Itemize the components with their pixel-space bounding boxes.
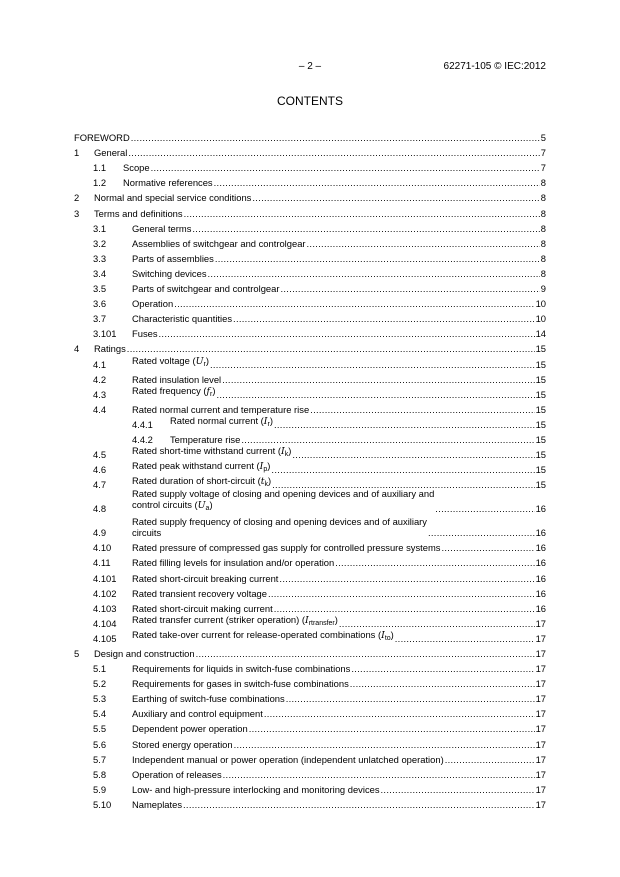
toc-entry-page: 8 bbox=[540, 207, 546, 219]
toc-entry[interactable] bbox=[74, 644, 546, 659]
toc-entry-number: 4.9 bbox=[93, 527, 107, 539]
toc-entry-page: 8 bbox=[540, 222, 546, 234]
toc-dot-leader bbox=[192, 223, 539, 234]
toc-entry-page: 17 bbox=[535, 678, 546, 690]
toc-entry-number: 5.1 bbox=[93, 663, 107, 675]
toc-entry-title: Assemblies of switchgear and controlgear bbox=[132, 237, 306, 249]
toc-entry-subscript: r bbox=[210, 390, 213, 398]
toc-dot-leader bbox=[131, 132, 540, 143]
toc-entry-number: 3.4 bbox=[93, 267, 107, 279]
toc-entry-page: 16 bbox=[535, 572, 546, 584]
table-of-contents bbox=[74, 128, 546, 810]
toc-entry-number: 4.7 bbox=[93, 479, 107, 491]
page-title: CONTENTS bbox=[277, 94, 343, 108]
toc-entry-page: 15 bbox=[535, 464, 546, 476]
toc-dot-leader bbox=[196, 648, 535, 659]
toc-dot-leader bbox=[271, 464, 534, 475]
toc-entry-symbol: I bbox=[259, 461, 264, 473]
toc-entry-page: 15 bbox=[535, 449, 546, 461]
toc-entry-subscript: r bbox=[203, 360, 206, 368]
toc-entry-symbol: U bbox=[195, 355, 204, 367]
toc-entry-number: 4.101 bbox=[93, 572, 117, 584]
toc-entry-number: 4.2 bbox=[93, 373, 107, 385]
toc-entry-symbol: I bbox=[304, 614, 309, 626]
toc-entry-number: 4.4.1 bbox=[132, 418, 153, 430]
toc-entry-subscript: p bbox=[263, 466, 268, 474]
toc-entry-page: 7 bbox=[540, 162, 546, 174]
toc-entry[interactable] bbox=[74, 370, 546, 385]
toc-entry-number: 3.3 bbox=[93, 252, 107, 264]
toc-dot-leader bbox=[435, 503, 534, 514]
toc-entry-number: 3.101 bbox=[93, 328, 117, 340]
toc-dot-leader bbox=[441, 542, 534, 553]
toc-entry-page: 16 bbox=[535, 542, 546, 554]
toc-entry[interactable] bbox=[74, 765, 546, 780]
toc-entry-title-line1: Rated supply frequency of closing and opening devices and of auxiliary bbox=[132, 516, 427, 528]
toc-entry-number: 5.7 bbox=[93, 753, 107, 765]
toc-entry-number: 4.104 bbox=[93, 617, 117, 629]
toc-dot-leader bbox=[128, 147, 539, 158]
toc-dot-leader bbox=[307, 238, 540, 249]
toc-entry-subscript: a bbox=[205, 505, 210, 513]
toc-dot-leader bbox=[151, 162, 540, 173]
toc-entry[interactable] bbox=[74, 324, 546, 339]
toc-dot-leader bbox=[159, 328, 535, 339]
toc-entry-number: 3.2 bbox=[93, 237, 107, 249]
toc-entry-title: Nameplates bbox=[132, 798, 183, 810]
toc-dot-leader bbox=[183, 799, 535, 810]
toc-entry-page: 16 bbox=[535, 527, 546, 539]
toc-dot-leader bbox=[339, 618, 535, 629]
toc-dot-leader bbox=[127, 343, 535, 354]
toc-entry-page: 17 bbox=[535, 632, 546, 644]
toc-entry-title: Rated peak withstand current $(I_p)$ bbox=[132, 460, 271, 474]
toc-dot-leader bbox=[395, 633, 535, 644]
toc-entry-number: 5.9 bbox=[93, 783, 107, 795]
toc-dot-leader bbox=[274, 603, 535, 614]
toc-entry-number: 3.5 bbox=[93, 283, 107, 295]
toc-entry[interactable] bbox=[74, 309, 546, 324]
toc-entry-number: 4.103 bbox=[93, 602, 117, 614]
toc-entry[interactable] bbox=[74, 294, 546, 309]
toc-entry[interactable] bbox=[74, 385, 546, 400]
toc-entry-page: 5 bbox=[540, 132, 546, 144]
toc-dot-leader bbox=[223, 769, 535, 780]
toc-entry-number: 1 bbox=[74, 147, 80, 159]
toc-dot-leader bbox=[279, 573, 534, 584]
toc-entry-page: 10 bbox=[535, 298, 546, 310]
toc-entry[interactable] bbox=[74, 234, 546, 249]
toc-entry-page: 16 bbox=[535, 557, 546, 569]
toc-entry-page: 16 bbox=[535, 602, 546, 614]
toc-entry[interactable] bbox=[74, 553, 546, 568]
toc-entry-number: 4.102 bbox=[93, 587, 117, 599]
toc-entry-symbol: I bbox=[263, 415, 268, 427]
toc-entry[interactable] bbox=[74, 750, 546, 765]
toc-dot-leader bbox=[280, 283, 539, 294]
toc-entry-title: Operation of releases bbox=[132, 768, 222, 780]
toc-entry[interactable] bbox=[74, 734, 546, 749]
toc-entry-symbol: t bbox=[260, 476, 265, 488]
toc-dot-leader bbox=[274, 419, 535, 430]
toc-entry-title: Operation bbox=[132, 298, 174, 310]
toc-entry[interactable] bbox=[74, 445, 546, 460]
toc-entry-symbol: I bbox=[381, 629, 385, 641]
toc-dot-leader bbox=[268, 588, 535, 599]
toc-entry[interactable] bbox=[74, 599, 546, 614]
toc-entry[interactable] bbox=[74, 460, 546, 475]
toc-entry-number: 5.2 bbox=[93, 678, 107, 690]
toc-entry-subscript: r bbox=[267, 420, 270, 428]
toc-dot-leader bbox=[214, 177, 540, 188]
toc-entry[interactable] bbox=[74, 264, 546, 279]
toc-entry-number: 4.6 bbox=[93, 464, 107, 476]
toc-dot-leader bbox=[241, 434, 534, 445]
toc-entry-title: Rated frequency $(f_r)$ bbox=[132, 384, 216, 398]
toc-entry-title: Stored energy operation bbox=[132, 738, 233, 750]
toc-entry-title: Ratings bbox=[94, 343, 126, 355]
toc-entry-page: 17 bbox=[535, 753, 546, 765]
toc-entry-number: 3.7 bbox=[93, 313, 107, 325]
toc-entry[interactable] bbox=[74, 203, 546, 218]
toc-entry-subscript: k bbox=[264, 481, 268, 489]
toc-entry[interactable] bbox=[74, 354, 546, 369]
toc-entry-symbol: U bbox=[197, 500, 206, 512]
toc-entry-title: Characteristic quantities bbox=[132, 313, 233, 325]
toc-entry-page: 15 bbox=[535, 418, 546, 430]
toc-entry-title: circuits bbox=[132, 527, 162, 539]
toc-entry-number: 4.3 bbox=[93, 388, 107, 400]
toc-entry-page: 17 bbox=[535, 783, 546, 795]
toc-entry-title: Parts of assemblies bbox=[132, 252, 214, 264]
toc-entry-title: Rated duration of short-circuit $(t_k)$ bbox=[132, 475, 272, 489]
toc-entry-title: control circuits $(U_a)$ bbox=[132, 499, 213, 513]
toc-entry[interactable] bbox=[74, 430, 546, 445]
toc-entry-page: 15 bbox=[535, 358, 546, 370]
toc-entry[interactable] bbox=[74, 279, 546, 294]
toc-entry-number: 3 bbox=[74, 207, 80, 219]
toc-entry[interactable] bbox=[74, 689, 546, 704]
toc-entry-title: Earthing of switch-fuse combinations bbox=[132, 693, 285, 705]
toc-entry-title: Rated short-time withstand current $(I_k)$ bbox=[132, 445, 292, 459]
toc-dot-leader bbox=[381, 784, 535, 795]
toc-entry-number: 4 bbox=[74, 343, 80, 355]
toc-entry-number: 2 bbox=[74, 192, 80, 204]
toc-entry[interactable] bbox=[74, 400, 546, 415]
toc-entry-title: Rated pressure of compressed gas supply for controlled pressure systems bbox=[132, 542, 441, 554]
toc-entry-page: 17 bbox=[535, 617, 546, 629]
toc-dot-leader bbox=[252, 192, 539, 203]
toc-entry-symbol: I bbox=[281, 446, 285, 458]
toc-entry-page: 15 bbox=[535, 373, 546, 385]
toc-entry-page: 15 bbox=[535, 479, 546, 491]
toc-entry-page: 15 bbox=[535, 343, 546, 355]
toc-entry-number: 4.4.2 bbox=[132, 433, 153, 445]
toc-entry-number: 4.105 bbox=[93, 632, 117, 644]
toc-entry-title: Rated normal current and temperature rise bbox=[132, 403, 310, 415]
toc-entry-page: 16 bbox=[535, 587, 546, 599]
toc-entry[interactable] bbox=[74, 514, 546, 538]
toc-entry[interactable] bbox=[74, 704, 546, 719]
toc-entry-title: General bbox=[94, 147, 128, 159]
toc-entry-number: 5.8 bbox=[93, 768, 107, 780]
toc-entry-page: 8 bbox=[540, 237, 546, 249]
toc-entry-title: Rated normal current $(I_r)$ bbox=[170, 414, 273, 428]
toc-entry-number: 4.10 bbox=[93, 542, 112, 554]
toc-entry-number: 4.1 bbox=[93, 358, 107, 370]
toc-entry-symbol: f bbox=[206, 385, 211, 397]
toc-entry-title: Design and construction bbox=[94, 648, 195, 659]
toc-entry[interactable] bbox=[74, 143, 546, 158]
toc-entry-page: 10 bbox=[535, 313, 546, 325]
toc-entry-subscript: rtransfer bbox=[308, 619, 335, 627]
toc-entry-page: 8 bbox=[540, 252, 546, 264]
toc-entry[interactable] bbox=[74, 674, 546, 689]
toc-dot-leader bbox=[292, 449, 534, 460]
toc-entry-title-line1: Rated supply voltage of closing and opening devices and of auxiliary and bbox=[132, 488, 435, 500]
toc-entry-title: Dependent power operation bbox=[132, 723, 248, 735]
toc-entry-title: General terms bbox=[132, 222, 192, 234]
toc-dot-leader bbox=[351, 663, 534, 674]
toc-dot-leader bbox=[174, 298, 534, 309]
toc-dot-leader bbox=[184, 208, 540, 219]
toc-entry-number: 5.10 bbox=[93, 798, 112, 810]
toc-entry-page: 17 bbox=[535, 663, 546, 675]
toc-entry-number: 4.5 bbox=[93, 449, 107, 461]
toc-entry[interactable] bbox=[74, 795, 546, 810]
toc-entry-title: Terms and definitions bbox=[94, 207, 183, 219]
toc-dot-leader bbox=[310, 404, 534, 415]
toc-entry-page: 7 bbox=[540, 147, 546, 159]
toc-entry[interactable] bbox=[74, 538, 546, 553]
toc-entry[interactable] bbox=[74, 158, 546, 173]
toc-entry-page: 15 bbox=[535, 388, 546, 400]
toc-dot-leader bbox=[335, 557, 534, 568]
toc-entry-title: Rated filling levels for insulation and/or operation bbox=[132, 557, 335, 569]
toc-dot-leader bbox=[428, 527, 535, 538]
toc-entry[interactable] bbox=[74, 780, 546, 795]
toc-entry-page: 16 bbox=[535, 503, 546, 515]
toc-dot-leader bbox=[210, 359, 535, 370]
standard-reference: 62271-105 © IEC:2012 bbox=[443, 61, 546, 72]
toc-entry[interactable] bbox=[74, 584, 546, 599]
toc-entry-number: 3.1 bbox=[93, 222, 107, 234]
toc-dot-leader bbox=[222, 374, 534, 385]
toc-entry-number: 5.5 bbox=[93, 723, 107, 735]
toc-entry-title: Low- and high-pressure interlocking and monitoring devices bbox=[132, 783, 380, 795]
toc-entry-number: 3.6 bbox=[93, 298, 107, 310]
toc-entry[interactable] bbox=[74, 249, 546, 264]
toc-entry-title: Auxiliary and control equipment bbox=[132, 708, 263, 720]
toc-entry-title: Independent manual or power operation (independent unlatched operation) bbox=[132, 753, 444, 765]
toc-entry-title: Rated short-circuit making current bbox=[132, 602, 273, 614]
page-number: – 2 – bbox=[298, 61, 322, 72]
toc-entry-page: 17 bbox=[535, 708, 546, 720]
toc-entry-subscript: to bbox=[384, 634, 391, 642]
toc-dot-leader bbox=[249, 723, 535, 734]
toc-entry-title: Switching devices bbox=[132, 267, 207, 279]
toc-entry-page: 8 bbox=[540, 177, 546, 189]
toc-entry-title: Fuses bbox=[132, 328, 158, 340]
toc-entry-title: Temperature rise bbox=[170, 433, 241, 445]
toc-dot-leader bbox=[215, 253, 540, 264]
toc-entry-title: Rated transient recovery voltage bbox=[132, 587, 267, 599]
toc-entry-subscript: k bbox=[284, 451, 289, 459]
toc-entry-title: Normative references bbox=[123, 177, 213, 189]
toc-entry-page: 17 bbox=[535, 648, 546, 659]
toc-entry[interactable] bbox=[74, 128, 546, 143]
toc-entry[interactable] bbox=[74, 568, 546, 583]
toc-entry-page: 17 bbox=[535, 798, 546, 810]
toc-dot-leader bbox=[233, 313, 535, 324]
toc-entry-title: Requirements for liquids in switch-fuse combinations bbox=[132, 663, 351, 675]
toc-entry-title: Rated insulation level bbox=[132, 373, 222, 385]
toc-entry-page: 15 bbox=[535, 403, 546, 415]
toc-dot-leader bbox=[234, 739, 535, 750]
toc-entry-number: 4.8 bbox=[93, 503, 107, 515]
toc-entry-title: Rated short-circuit breaking current bbox=[132, 572, 279, 584]
toc-dot-leader bbox=[208, 268, 540, 279]
toc-entry-title: Scope bbox=[123, 162, 150, 174]
toc-entry-number: 5.3 bbox=[93, 693, 107, 705]
toc-entry[interactable] bbox=[74, 339, 546, 354]
toc-entry-page: 17 bbox=[535, 693, 546, 705]
toc-entry-number: 4.4 bbox=[93, 403, 107, 415]
toc-entry-number: 4.11 bbox=[93, 557, 111, 569]
toc-entry[interactable] bbox=[74, 629, 546, 644]
toc-entry-page: 14 bbox=[535, 328, 546, 340]
toc-dot-leader bbox=[286, 693, 535, 704]
toc-dot-leader bbox=[264, 708, 535, 719]
toc-entry[interactable] bbox=[74, 219, 546, 234]
toc-entry-number: 5.4 bbox=[93, 708, 107, 720]
toc-entry-number: 1.1 bbox=[93, 162, 107, 174]
toc-entry[interactable] bbox=[74, 173, 546, 188]
toc-entry[interactable] bbox=[74, 614, 546, 629]
toc-entry[interactable] bbox=[74, 719, 546, 734]
toc-entry-number: 5 bbox=[74, 648, 80, 659]
toc-entry-page: 17 bbox=[535, 768, 546, 780]
toc-dot-leader bbox=[445, 754, 535, 765]
toc-entry-title: Rated voltage $(U_r)$ bbox=[132, 354, 209, 368]
toc-entry-title: Requirements for gases in switch-fuse combinations bbox=[132, 678, 349, 690]
toc-entry[interactable] bbox=[74, 415, 546, 430]
toc-entry[interactable] bbox=[74, 188, 546, 203]
toc-entry-page: 17 bbox=[535, 723, 546, 735]
toc-dot-leader bbox=[350, 678, 535, 689]
toc-entry-page: 15 bbox=[535, 433, 546, 445]
toc-entry-title: FOREWORD bbox=[74, 132, 130, 144]
toc-entry-title: Parts of switchgear and controlgear bbox=[132, 283, 280, 295]
toc-entry-page: 17 bbox=[535, 738, 546, 750]
toc-entry-title: Rated take-over current for release-operated combinations $(I_{to})$ bbox=[132, 628, 394, 642]
toc-dot-leader bbox=[216, 389, 534, 400]
toc-entry-title: Normal and special service conditions bbox=[94, 192, 252, 204]
toc-entry-number: 5.6 bbox=[93, 738, 107, 750]
toc-entry-page: 9 bbox=[540, 283, 546, 295]
toc-entry[interactable] bbox=[74, 659, 546, 674]
toc-entry-title: Rated transfer current (striker operation) $(I_{rtransfer})$ bbox=[132, 613, 338, 627]
toc-entry[interactable] bbox=[74, 490, 546, 514]
toc-entry-page: 8 bbox=[540, 192, 546, 204]
toc-entry-number: 1.2 bbox=[93, 177, 107, 189]
toc-entry-page: 8 bbox=[540, 267, 546, 279]
